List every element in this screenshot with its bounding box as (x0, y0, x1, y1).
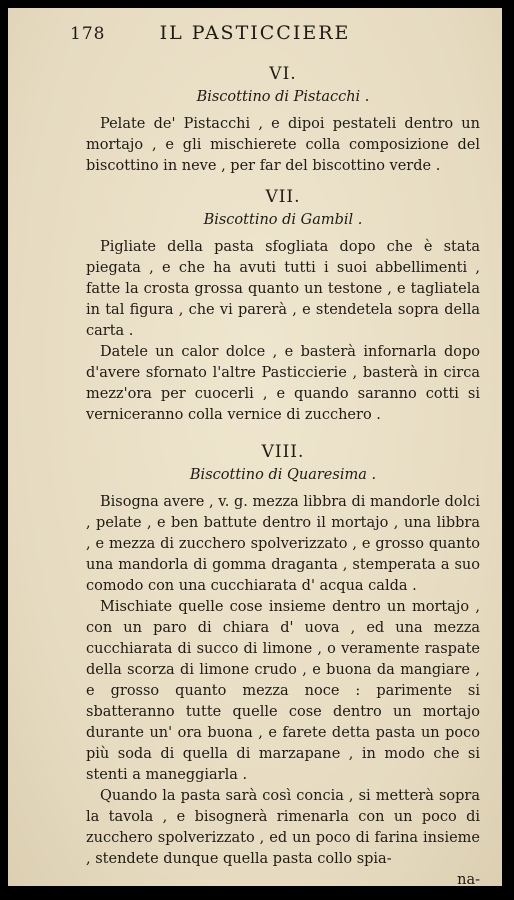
catchword: na- (457, 872, 480, 888)
paragraph: Mischiate quelle cose insieme dentro un mortajo , con un paro di chiara d' uova , ed una mezza cucchiarata di succo di limone , o veramente raspate della scorza di limone crudo , e buona da mangiare , e grosso quanto mezza noce : parimente si sbatteranno tutte quelle cose dentro un mortajo durante un' ora buona , e farete detta pasta un poco più soda di quella di marzapane , in modo che si stenti a maneggiarla . (86, 599, 480, 783)
paragraph: Bisogna avere , v. g. mezza libbra di mandorle dolci , pelate , e ben battute dentro il mortajo , una libbra , e mezza di zucchero spolverizzato , e grosso quanto una mandorla di gomma draganta , stemperata a suo comodo con una cucchiarata d' acqua calda . (86, 494, 480, 594)
book-page (8, 8, 502, 886)
page-number: 178 (70, 24, 106, 44)
page-content (86, 62, 480, 891)
section-vi (86, 62, 480, 177)
section-title: Biscottino di Gambil . (203, 212, 363, 228)
page-header (8, 22, 502, 48)
section-number: VIII. (261, 442, 305, 462)
section-viii (86, 440, 480, 870)
paragraph: Quando la pasta sarà così concia , si metterà sopra la tavola , e bisognerà rimenarla con un poco di zucchero spolverizzato , ed un poco di farina insieme , stendete dunque quella pasta collo spia- (86, 788, 480, 867)
section-number: VI. (269, 64, 297, 84)
paragraph: Pigliate della pasta sfogliata dopo che è stata piegata , e che ha avuti tutti i suoi abbellimenti , fatte la crosta grossa quanto un testone , e tagliatela in tal figura , che vi parerà , e stendetela sopra della carta . (86, 239, 480, 339)
section-number: VII. (265, 187, 301, 207)
section-title: Biscottino di Quaresima . (189, 467, 377, 483)
paragraph: Pelate de' Pistacchi , e dipoi pestateli dentro un mortajo , e gli mischierete colla composizione del biscottino in neve , per far del biscottino verde . (86, 116, 480, 174)
running-title: IL PASTICCIERE (159, 22, 351, 44)
paragraph: Datele un calor dolce , e basterà infornarla dopo d'avere sfornato l'altre Pasticcierie , basterà in circa mezz'ora per cuocerli , e quando saranno cotti si verniceranno colla vernice di zucchero . (86, 344, 480, 423)
section-title: Biscottino di Pistacchi . (196, 89, 370, 105)
section-vii (86, 185, 480, 426)
